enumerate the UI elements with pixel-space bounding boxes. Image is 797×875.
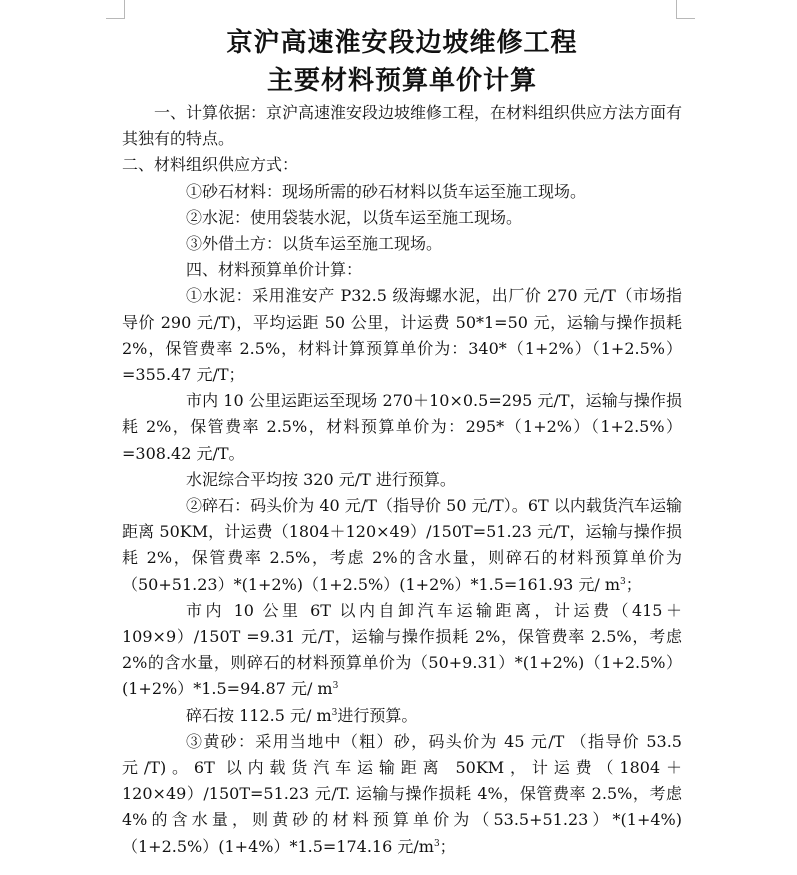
page-corner-mark-right (676, 0, 695, 19)
paragraph-cement-1: ①水泥：采用淮安产 P32.5 级海螺水泥，出厂价 270 元/T（市场指导价 290 元/T)，平均运距 50 公里，计运费 50*1=50 元，运输与操作损耗 2%，保管费率 2.5%，材料计算预算单价为：340*（1+2%）（1+2.5%）=355.47 元/T； (122, 286, 682, 385)
gravel-1-text: ②碎石：码头价为 40 元/T（指导价 50 元/T）。6T 以内载货汽车运输距离 50KM，计运费（1804＋120×49）/150T=51.23 元/T，运输与操作损耗 2%，保管费率 2.5%，考虑 2%的含水量，则碎石的材料预算单价为（50+51.23）*(1+2%)（1+2.5%）(1+2%）*1.5=161.93 元/ m (122, 496, 682, 594)
title-line-2: 主要材料预算单价计算 (266, 66, 537, 96)
paragraph-gravel-3 (122, 703, 682, 729)
paragraph-cement-2: 市内 10 公里运距运至现场 270＋10×0.5=295 元/T，运输与操作损耗 2%，保管费率 2.5%，材料预算单价为：295*（1+2%）（1+2.5%）=308.42 元/T。 (122, 391, 682, 463)
supply-item-soil: ③外借土方：以货车运至施工现场。 (186, 234, 443, 254)
paragraph-cement-3: 水泥综合平均按 320 元/T 进行预算。 (186, 469, 456, 489)
paragraph-gravel-2 (122, 598, 682, 703)
gravel-1-tail: ； (625, 574, 642, 594)
title-line-1: 京沪高速淮安段边坡维修工程 (226, 28, 578, 58)
cubic-superscript: 3 (332, 681, 339, 692)
document-title (122, 24, 682, 100)
document-page (122, 24, 682, 860)
cubic-superscript: 3 (433, 838, 440, 849)
paragraph-sand-1 (122, 729, 682, 860)
gravel-3-text-b: 进行预算。 (337, 705, 418, 725)
heading-supply: 二、材料组织供应方式： (122, 155, 299, 175)
cubic-superscript: 3 (331, 707, 338, 718)
paragraph-gravel-1 (122, 493, 682, 598)
cubic-superscript: 3 (620, 576, 626, 587)
supply-item-cement: ②水泥：使用袋装水泥，以货车运至施工现场。 (186, 207, 523, 227)
gravel-3-text-a: 碎石按 112.5 元/ m (186, 705, 332, 725)
heading-calculation: 四、材料预算单价计算： (186, 260, 363, 280)
paragraph-basis: 一、计算依据：京沪高速淮安段边坡维修工程，在材料组织供应方法方面有其独有的特点。 (122, 103, 683, 149)
page-corner-mark-left (106, 0, 125, 19)
gravel-2-text: 市内 10 公里 6T 以内自卸汽车运输距离，计运费（415＋109×9）/150T =9.31 元/T，运输与操作损耗 2%，保管费率 2.5%，考虑 2%的含水量，则碎石的材料预算单价为（50+9.31）*(1+2%)（1+2.5%）(1+2%）*1.5=94.87 元/ m (122, 600, 682, 699)
sand-1-tail: ； (439, 836, 456, 856)
supply-item-gravel: ①砂石材料：现场所需的砂石材料以货车运至施工现场。 (186, 181, 587, 201)
sand-1-text: ③黄砂：采用当地中（粗）砂，码头价为 45 元/T （指导价 53.5 元/T)。6T 以内载货汽车运输距离 50KM，计运费（1804＋120×49）/150T=51.23 元/T. 运输与操作损耗 4%，保管费率 2.5%，考虑 4%的含水量，则黄砂的材料预算单价为（53.5+51.23）*(1+4%)（1+2.5%）(1+4%）*1.5=174.16 元/m (122, 731, 682, 856)
document-body (122, 100, 682, 860)
